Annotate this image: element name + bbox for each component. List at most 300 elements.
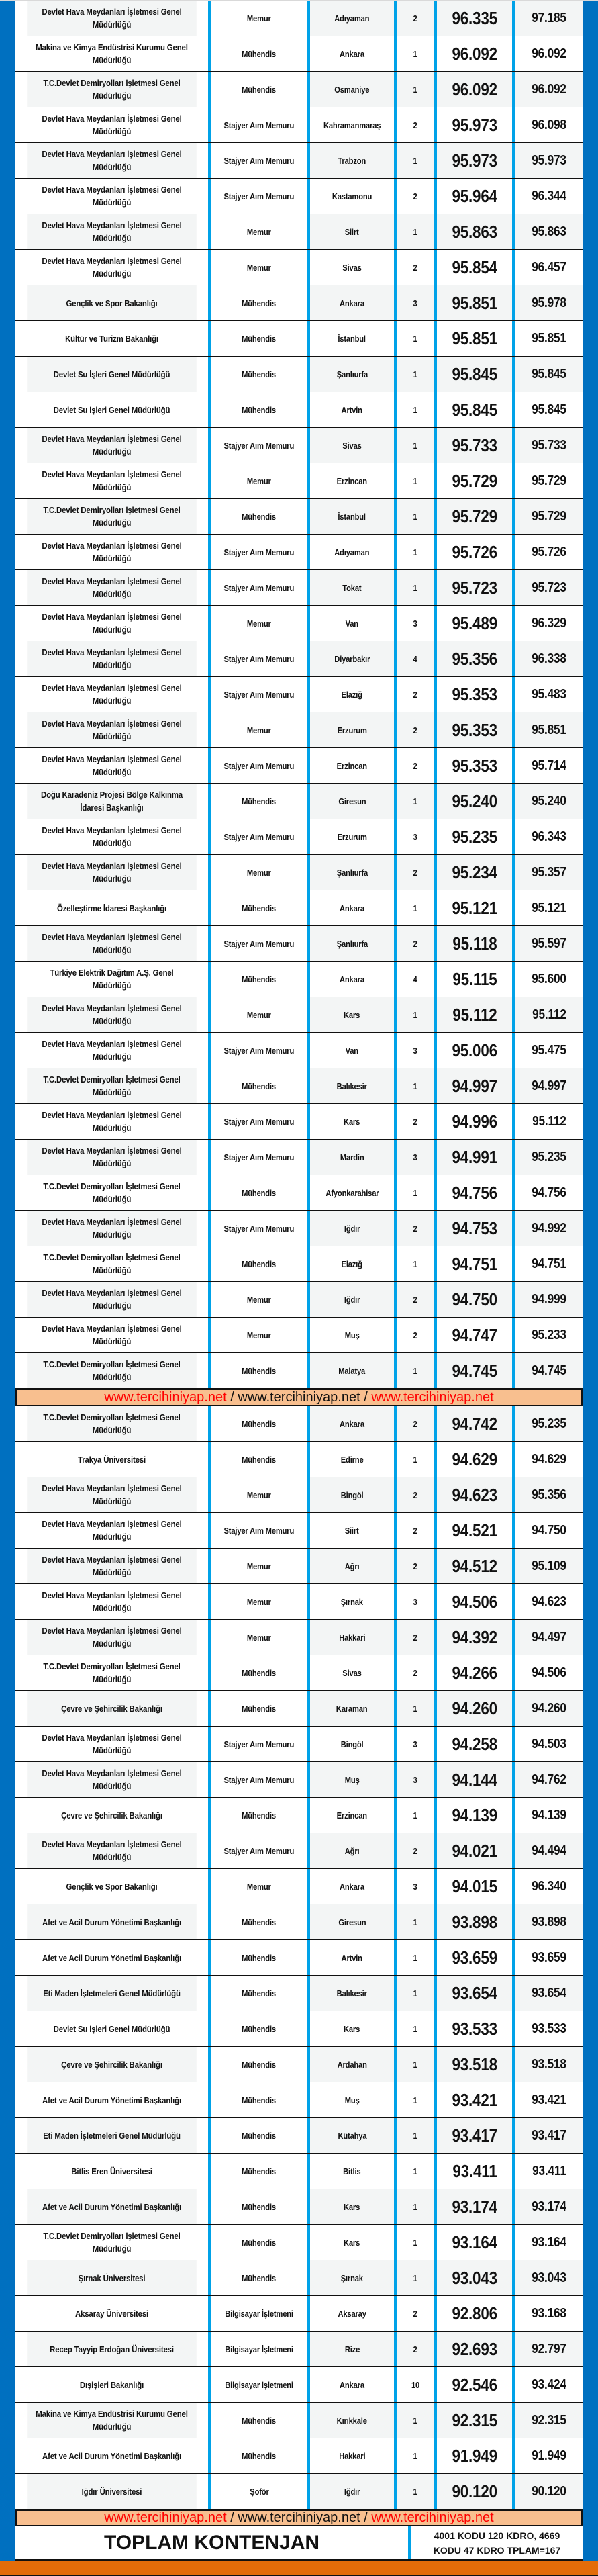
- max-text: 96.338: [532, 651, 566, 666]
- table-row: [15, 1175, 583, 1211]
- min-score-cell: [437, 784, 515, 819]
- city-cell: [310, 72, 397, 107]
- table-row: [15, 499, 583, 535]
- position-title-cell: [208, 1477, 310, 1512]
- position-title-cell: [208, 1691, 310, 1726]
- table-row: [15, 2367, 583, 2403]
- min-text: 95.353: [452, 719, 497, 740]
- quota-cell: [397, 214, 437, 249]
- institution-cell: [27, 499, 197, 534]
- max-score-cell: [515, 890, 583, 925]
- quota-cell: [397, 1584, 437, 1619]
- min-score-cell: [437, 2011, 515, 2046]
- banner-link-1[interactable]: www.tercihiniyap.net: [104, 2510, 227, 2525]
- min-text: 95.973: [452, 150, 497, 171]
- quota-text: 2: [413, 1116, 418, 1127]
- min-score-cell: [437, 321, 515, 356]
- min-text: 96.335: [452, 7, 497, 28]
- inst-text: Türkiye Elektrik Dağıtım A.Ş. Genel Müdürlüğü: [50, 968, 174, 991]
- city-text: Iğdır: [344, 1223, 360, 1234]
- title-text: Memur: [247, 1009, 271, 1020]
- city-text: Mardin: [340, 1152, 364, 1162]
- min-text: 96.092: [452, 79, 497, 99]
- city-cell: [310, 1584, 397, 1619]
- max-score-cell: [515, 535, 583, 569]
- max-text: 95.356: [532, 1487, 566, 1502]
- title-text: Mühendis: [242, 2095, 277, 2105]
- city-text: Malatya: [338, 1365, 366, 1376]
- inst-text: Devlet Hava Meydanları İşletmesi Genel Müdürlüğü: [42, 1733, 182, 1755]
- table-row: [15, 214, 583, 250]
- city-cell: [310, 535, 397, 569]
- position-title-cell: [208, 321, 310, 356]
- min-score-cell: [437, 2260, 515, 2295]
- position-title-cell: [208, 250, 310, 285]
- city-text: Ağrı: [344, 1845, 360, 1856]
- institution-cell: [27, 1406, 197, 1441]
- min-text: 95.240: [452, 790, 497, 811]
- quota-text: 1: [413, 2166, 418, 2176]
- max-text: 94.999: [532, 1291, 566, 1307]
- institution-cell: [27, 1442, 197, 1477]
- position-title-cell: [208, 1033, 310, 1068]
- institution-cell: [27, 214, 197, 249]
- banner-link-2[interactable]: www.tercihiniyap.net: [238, 1389, 360, 1405]
- quota-text: 2: [413, 1223, 418, 1234]
- city-text: Kahramanmaraş: [323, 120, 381, 130]
- table-row: [15, 2047, 583, 2082]
- institution-cell: [27, 1762, 197, 1797]
- institution-cell: [27, 1140, 197, 1175]
- city-text: Balıkesir: [336, 1080, 368, 1091]
- city-cell: [310, 748, 397, 783]
- city-cell: [310, 285, 397, 320]
- city-text: Sivas: [342, 440, 362, 451]
- title-text: Mühendis: [242, 2237, 277, 2248]
- max-score-cell: [515, 357, 583, 392]
- institution-cell: [27, 748, 197, 783]
- city-cell: [310, 1904, 397, 1939]
- institution-cell: [27, 1620, 197, 1655]
- institution-cell: [27, 428, 197, 463]
- min-score-cell: [437, 1353, 515, 1388]
- title-text: Memur: [247, 1632, 271, 1643]
- quota-text: 1: [413, 155, 418, 166]
- inst-text: Recep Tayyip Erdoğan Üniversitesi: [50, 2344, 174, 2354]
- min-score-cell: [437, 1940, 515, 1975]
- city-cell: [310, 1, 397, 36]
- city-text: Sivas: [342, 1667, 362, 1678]
- min-text: 92.315: [452, 2409, 497, 2430]
- city-text: Artvin: [341, 404, 363, 415]
- max-score-cell: [515, 606, 583, 641]
- title-text: Stajyer Aım Memuru: [223, 440, 295, 451]
- position-title-cell: [208, 1442, 310, 1477]
- city-cell: [310, 463, 397, 498]
- inst-text: Devlet Hava Meydanları İşletmesi Genel Müdürlüğü: [42, 1555, 182, 1577]
- quota-text: 1: [413, 48, 418, 59]
- title-text: Memur: [247, 1294, 271, 1305]
- min-text: 92.806: [452, 2303, 497, 2324]
- inst-text: Devlet Hava Meydanları İşletmesi Genel Müdürlüğü: [42, 647, 182, 670]
- city-cell: [310, 855, 397, 890]
- city-cell: [310, 179, 397, 214]
- institution-cell: [27, 606, 197, 641]
- position-title-cell: [208, 535, 310, 569]
- banner-link-3[interactable]: www.tercihiniyap.net: [371, 2510, 494, 2525]
- title-text: Memur: [247, 618, 271, 629]
- city-cell: [310, 250, 397, 285]
- institution-cell: [27, 819, 197, 854]
- inst-text: Devlet Hava Meydanları İşletmesi Genel Müdürlüğü: [42, 149, 182, 172]
- quota-text: 1: [413, 582, 418, 593]
- quota-text: 2: [413, 191, 418, 201]
- min-score-cell: [437, 2047, 515, 2082]
- max-score-cell: [515, 1246, 583, 1281]
- institution-cell: [27, 1104, 197, 1139]
- min-score-cell: [437, 1175, 515, 1210]
- quota-text: 4: [413, 653, 418, 664]
- min-score-cell: [437, 107, 515, 142]
- min-score-cell: [437, 2118, 515, 2153]
- quota-cell: [397, 748, 437, 783]
- institution-cell: [27, 357, 197, 392]
- max-text: 94.751: [532, 1256, 566, 1271]
- min-score-cell: [437, 997, 515, 1032]
- inst-text: Devlet Hava Meydanları İşletmesi Genel Müdürlüğü: [42, 434, 182, 457]
- min-text: 93.411: [452, 2160, 497, 2181]
- quota-cell: [397, 428, 437, 463]
- quota-text: 3: [413, 1596, 418, 1607]
- max-text: 94.629: [532, 1451, 566, 1467]
- institution-cell: [27, 1246, 197, 1281]
- quota-cell: [397, 1976, 437, 2011]
- position-title-cell: [208, 1976, 310, 2011]
- city-cell: [310, 2332, 397, 2366]
- title-text: Mühendis: [242, 903, 277, 913]
- max-score-cell: [515, 1691, 583, 1726]
- min-text: 93.174: [452, 2196, 497, 2217]
- institution-cell: [27, 535, 197, 569]
- institution-cell: [27, 285, 197, 320]
- max-text: 94.503: [532, 1736, 566, 1751]
- website-banner: [15, 1389, 583, 1406]
- min-text: 94.742: [452, 1413, 497, 1434]
- city-text: Ankara: [340, 1881, 364, 1892]
- max-score-cell: [515, 1727, 583, 1761]
- title-text: Mühendis: [242, 1810, 277, 1821]
- max-score-cell: [515, 2403, 583, 2438]
- city-text: Erzincan: [336, 760, 368, 771]
- quota-cell: [397, 1691, 437, 1726]
- max-text: 94.494: [532, 1843, 566, 1858]
- quota-cell: [397, 357, 437, 392]
- max-text: 94.750: [532, 1522, 566, 1538]
- position-title-cell: [208, 1513, 310, 1548]
- title-text: Mühendis: [242, 1703, 277, 1714]
- position-title-cell: [208, 1246, 310, 1281]
- quota-text: 1: [413, 2450, 418, 2461]
- min-score-cell: [437, 392, 515, 427]
- min-score-cell: [437, 1549, 515, 1583]
- table-row: [15, 1833, 583, 1869]
- min-score-cell: [437, 250, 515, 285]
- table-row: [15, 1904, 583, 1940]
- quota-cell: [397, 1798, 437, 1833]
- position-title-cell: [208, 1104, 310, 1139]
- quota-cell: [397, 1477, 437, 1512]
- min-score-cell: [437, 1104, 515, 1139]
- institution-cell: [27, 1, 197, 36]
- min-text: 93.417: [452, 2125, 497, 2146]
- min-score-cell: [437, 1833, 515, 1868]
- table-row: [15, 819, 583, 855]
- min-score-cell: [437, 677, 515, 712]
- max-text: 92.315: [532, 2412, 566, 2428]
- min-score-cell: [437, 1798, 515, 1833]
- min-score-cell: [437, 1869, 515, 1904]
- quota-text: 1: [413, 369, 418, 379]
- min-text: 93.043: [452, 2267, 497, 2288]
- min-text: 95.235: [452, 826, 497, 847]
- city-text: Elazığ: [341, 1258, 363, 1269]
- institution-cell: [27, 1976, 197, 2011]
- inst-text: Devlet Hava Meydanları İşletmesi Genel Müdürlüğü: [42, 113, 182, 136]
- quota-text: 3: [413, 1152, 418, 1162]
- quota-cell: [397, 926, 437, 961]
- max-score-cell: [515, 2438, 583, 2473]
- quota-cell: [397, 2225, 437, 2260]
- table-row: [15, 107, 583, 143]
- quota-cell: [397, 143, 437, 178]
- table-row: [15, 784, 583, 819]
- inst-text: Devlet Hava Meydanları İşletmesi Genel Müdürlüğü: [42, 1626, 182, 1649]
- institution-cell: [27, 36, 197, 71]
- title-text: Memur: [247, 226, 271, 237]
- min-score-cell: [437, 179, 515, 214]
- quota-cell: [397, 997, 437, 1032]
- min-text: 94.506: [452, 1591, 497, 1612]
- quota-cell: [397, 1513, 437, 1548]
- city-text: Giresun: [338, 796, 366, 807]
- city-cell: [310, 1477, 397, 1512]
- city-text: Karaman: [336, 1703, 368, 1714]
- min-text: 90.120: [452, 2481, 497, 2501]
- quota-cell: [397, 2011, 437, 2046]
- title-text: Memur: [247, 1596, 271, 1607]
- max-text: 94.762: [532, 1772, 566, 1787]
- institution-cell: [27, 250, 197, 285]
- table-row: [15, 2118, 583, 2154]
- city-text: Bitlis: [343, 2166, 361, 2176]
- banner-link-2[interactable]: www.tercihiniyap.net: [238, 2510, 360, 2525]
- institution-cell: [27, 2260, 197, 2295]
- max-score-cell: [515, 285, 583, 320]
- max-text: 93.174: [532, 2199, 566, 2214]
- institution-cell: [27, 1282, 197, 1317]
- max-score-cell: [515, 962, 583, 997]
- city-cell: [310, 997, 397, 1032]
- city-cell: [310, 819, 397, 854]
- quota-text: 3: [413, 831, 418, 842]
- title-text: Mühendis: [242, 2130, 277, 2141]
- max-score-cell: [515, 855, 583, 890]
- max-score-cell: [515, 926, 583, 961]
- min-text: 95.733: [452, 434, 497, 455]
- min-text: 94.629: [452, 1448, 497, 1469]
- position-title-cell: [208, 1904, 310, 1939]
- city-text: Erzincan: [336, 1810, 368, 1821]
- table-row: [15, 1033, 583, 1068]
- city-text: Şanlıurfa: [336, 938, 368, 949]
- quota-cell: [397, 1282, 437, 1317]
- title-text: Mühendis: [242, 404, 277, 415]
- position-title-cell: [208, 1, 310, 36]
- min-score-cell: [437, 143, 515, 178]
- table-row: [15, 72, 583, 107]
- table-row: [15, 1549, 583, 1584]
- title-text: Mühendis: [242, 1988, 277, 1998]
- title-text: Stajyer Aım Memuru: [223, 155, 295, 166]
- table-row: [15, 1211, 583, 1246]
- institution-cell: [27, 1353, 197, 1388]
- position-title-cell: [208, 1068, 310, 1103]
- min-score-cell: [437, 499, 515, 534]
- table-row: [15, 1513, 583, 1549]
- min-text: 94.258: [452, 1733, 497, 1754]
- table-row: [15, 1282, 583, 1318]
- banner-link-3[interactable]: www.tercihiniyap.net: [371, 1389, 494, 1405]
- city-text: Ankara: [340, 297, 364, 308]
- inst-text: Devlet Hava Meydanları İşletmesi Genel Müdürlüğü: [42, 1039, 182, 1062]
- position-title-cell: [208, 1798, 310, 1833]
- min-text: 94.260: [452, 1698, 497, 1718]
- max-score-cell: [515, 1068, 583, 1103]
- city-text: Ankara: [340, 903, 364, 913]
- min-text: 95.723: [452, 577, 497, 598]
- quota-text: 1: [413, 1952, 418, 1963]
- quota-text: 2: [413, 1489, 418, 1500]
- max-text: 95.109: [532, 1558, 566, 1573]
- min-score-cell: [437, 819, 515, 854]
- title-text: Mühendis: [242, 333, 277, 344]
- min-score-cell: [437, 606, 515, 641]
- max-score-cell: [515, 2296, 583, 2331]
- min-text: 93.164: [452, 2232, 497, 2252]
- city-text: Van: [345, 618, 359, 629]
- total-quota-row: [15, 2526, 583, 2561]
- quota-cell: [397, 1762, 437, 1797]
- city-text: Şırnak: [340, 2272, 364, 2283]
- inst-text: Devlet Su İşleri Genel Müdürlüğü: [53, 404, 170, 415]
- position-title-cell: [208, 2474, 310, 2509]
- city-cell: [310, 2367, 397, 2402]
- max-text: 93.417: [532, 2127, 566, 2143]
- city-text: Trabzon: [338, 155, 366, 166]
- max-text: 93.898: [532, 1914, 566, 1929]
- max-text: 95.483: [532, 686, 566, 702]
- title-text: Mühendis: [242, 2023, 277, 2034]
- position-title-cell: [208, 2118, 310, 2153]
- inst-text: T.C.Devlet Demiryolları İşletmesi Genel Müdürlüğü: [43, 505, 181, 528]
- title-text: Bilgisayar İşletmeni: [225, 2308, 293, 2319]
- quota-cell: [397, 72, 437, 107]
- inst-text: Devlet Hava Meydanları İşletmesi Genel Müdürlüğü: [42, 1483, 182, 1506]
- quota-cell: [397, 392, 437, 427]
- position-title-cell: [208, 890, 310, 925]
- city-text: Şanlıurfa: [336, 867, 368, 878]
- institution-cell: [27, 2403, 197, 2438]
- position-title-cell: [208, 2047, 310, 2082]
- max-score-cell: [515, 1140, 583, 1175]
- min-text: 94.392: [452, 1626, 497, 1647]
- min-text: 93.518: [452, 2054, 497, 2074]
- city-cell: [310, 36, 397, 71]
- title-text: Stajyer Aım Memuru: [223, 760, 295, 771]
- max-text: 95.973: [532, 152, 566, 168]
- banner-link-1[interactable]: www.tercihiniyap.net: [104, 1389, 227, 1405]
- min-text: 95.353: [452, 755, 497, 776]
- min-score-cell: [437, 2438, 515, 2473]
- max-text: 92.797: [532, 2341, 566, 2356]
- position-title-cell: [208, 72, 310, 107]
- title-text: Memur: [247, 1561, 271, 1571]
- max-text: 94.623: [532, 1594, 566, 1609]
- quota-cell: [397, 2154, 437, 2189]
- table-row: [15, 2438, 583, 2474]
- table-row: [15, 1620, 583, 1655]
- institution-cell: [27, 926, 197, 961]
- institution-cell: [27, 677, 197, 712]
- inst-text: Devlet Hava Meydanları İşletmesi Genel Müdürlüğü: [42, 1768, 182, 1791]
- quota-text: 2: [413, 938, 418, 949]
- min-text: 95.118: [452, 933, 497, 954]
- city-text: Ankara: [340, 48, 364, 59]
- min-text: 95.112: [452, 1004, 497, 1025]
- table-body-bottom: [15, 1406, 583, 2510]
- title-text: Stajyer Aım Memuru: [223, 831, 295, 842]
- max-score-cell: [515, 1549, 583, 1583]
- min-text: 94.266: [452, 1662, 497, 1683]
- inst-text: Devlet Hava Meydanları İşletmesi Genel Müdürlüğü: [42, 754, 182, 777]
- bottom-orange-bar: [0, 2561, 598, 2576]
- table-row: [15, 1353, 583, 1389]
- position-title-cell: [208, 997, 310, 1032]
- position-title-cell: [208, 2367, 310, 2402]
- quota-text: 1: [413, 1917, 418, 1927]
- city-text: Tokat: [342, 582, 362, 593]
- min-score-cell: [437, 1318, 515, 1352]
- city-text: Adıyaman: [334, 13, 370, 24]
- title-text: Memur: [247, 725, 271, 735]
- quota-cell: [397, 1, 437, 36]
- max-text: 93.168: [532, 2305, 566, 2321]
- city-cell: [310, 1940, 397, 1975]
- city-cell: [310, 1727, 397, 1761]
- max-score-cell: [515, 2189, 583, 2224]
- min-score-cell: [437, 1246, 515, 1281]
- max-text: 96.098: [532, 117, 566, 132]
- inst-text: Afet ve Acil Durum Yönetimi Başkanlığı: [42, 1917, 181, 1927]
- inst-text: Devlet Su İşleri Genel Müdürlüğü: [53, 369, 170, 379]
- table-row: [15, 1869, 583, 1904]
- institution-cell: [27, 1904, 197, 1939]
- max-text: 94.756: [532, 1185, 566, 1200]
- quota-text: 1: [413, 2023, 418, 2034]
- max-score-cell: [515, 72, 583, 107]
- min-text: 95.851: [452, 292, 497, 313]
- city-text: Kırıkkale: [336, 2415, 368, 2426]
